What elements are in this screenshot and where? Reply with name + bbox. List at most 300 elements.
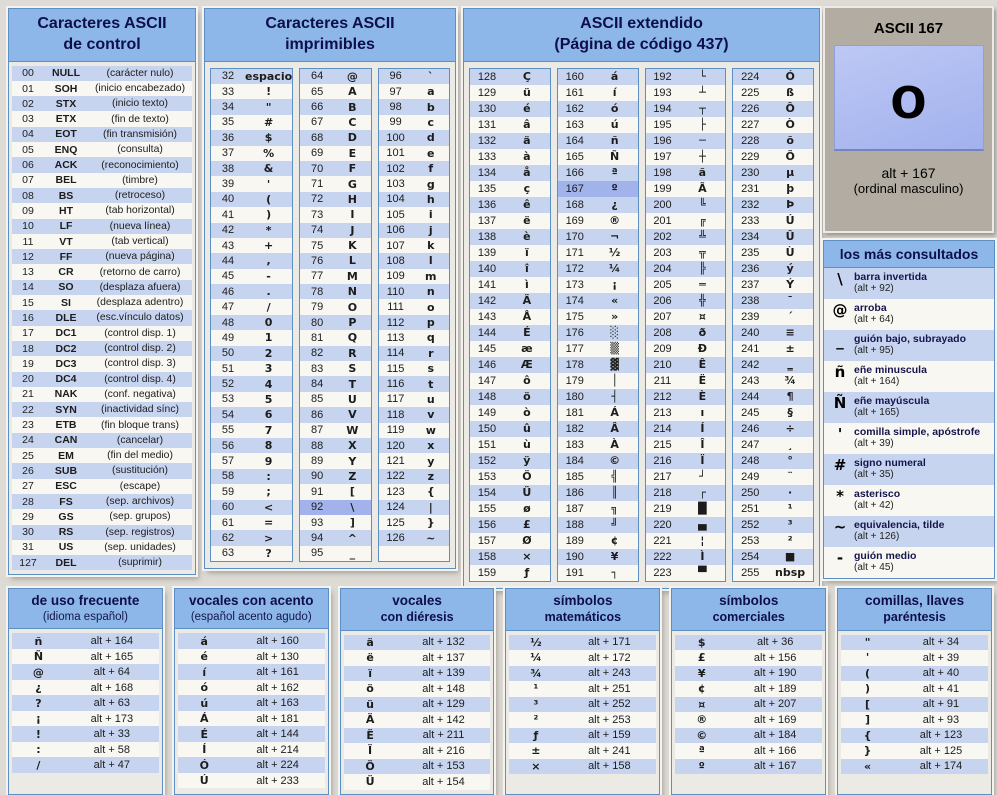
char-row[interactable]	[300, 284, 370, 299]
char-row[interactable]	[211, 299, 292, 314]
char-row[interactable]	[379, 207, 449, 222]
char-row[interactable]	[211, 515, 292, 530]
alt-code-row[interactable]	[509, 650, 656, 666]
char-row[interactable]	[470, 357, 550, 373]
alt-code-row[interactable]	[344, 697, 491, 713]
char-row[interactable]	[470, 181, 550, 197]
char-row[interactable]	[379, 161, 449, 176]
char-row[interactable]	[558, 341, 638, 357]
control-char-row[interactable]	[12, 479, 192, 494]
char-row[interactable]	[558, 293, 638, 309]
alt-code-row[interactable]	[12, 649, 159, 665]
alt-code-row[interactable]	[841, 743, 988, 759]
char-row[interactable]	[470, 549, 550, 565]
char-row[interactable]	[379, 284, 449, 299]
char-row[interactable]	[646, 117, 726, 133]
char-row[interactable]	[470, 229, 550, 245]
char-row[interactable]	[646, 101, 726, 117]
char-row[interactable]	[379, 69, 449, 84]
control-char-row[interactable]	[12, 433, 192, 448]
char-row[interactable]	[558, 181, 638, 197]
char-row[interactable]	[646, 261, 726, 277]
char-row[interactable]	[733, 421, 813, 437]
char-row[interactable]	[211, 146, 292, 161]
control-char-row[interactable]	[12, 280, 192, 295]
alt-code-row[interactable]	[12, 664, 159, 680]
alt-code-row[interactable]	[675, 712, 822, 728]
char-row[interactable]	[300, 223, 370, 238]
alt-code-row[interactable]	[841, 712, 988, 728]
char-row[interactable]	[379, 530, 449, 545]
char-row[interactable]	[470, 85, 550, 101]
char-row[interactable]	[379, 469, 449, 484]
most-consulted-item[interactable]	[824, 299, 994, 330]
char-row[interactable]	[646, 213, 726, 229]
char-row[interactable]	[733, 165, 813, 181]
char-row[interactable]	[379, 361, 449, 376]
alt-code-row[interactable]	[178, 649, 325, 665]
char-row[interactable]	[733, 405, 813, 421]
char-row[interactable]	[470, 133, 550, 149]
alt-code-row[interactable]	[841, 681, 988, 697]
char-row[interactable]	[300, 69, 370, 84]
alt-code-row[interactable]	[344, 743, 491, 759]
char-row[interactable]	[733, 373, 813, 389]
most-consulted-item[interactable]	[824, 454, 994, 485]
control-char-row[interactable]	[12, 310, 192, 325]
char-row[interactable]	[733, 341, 813, 357]
char-row[interactable]	[379, 192, 449, 207]
char-row[interactable]	[646, 533, 726, 549]
char-row[interactable]	[300, 330, 370, 345]
control-char-row[interactable]	[12, 203, 192, 218]
char-row[interactable]	[470, 213, 550, 229]
control-char-row[interactable]	[12, 509, 192, 524]
char-row[interactable]	[300, 299, 370, 314]
control-char-row[interactable]	[12, 66, 192, 81]
char-row[interactable]	[470, 437, 550, 453]
char-row[interactable]	[558, 565, 638, 581]
char-row[interactable]	[558, 501, 638, 517]
char-row[interactable]	[211, 207, 292, 222]
char-row[interactable]	[733, 325, 813, 341]
char-row[interactable]	[300, 484, 370, 499]
char-row[interactable]	[733, 213, 813, 229]
char-row[interactable]	[470, 565, 550, 581]
control-char-row[interactable]	[12, 188, 192, 203]
char-row[interactable]	[379, 453, 449, 468]
char-row[interactable]	[470, 341, 550, 357]
char-row[interactable]	[646, 437, 726, 453]
char-row[interactable]	[300, 161, 370, 176]
char-row[interactable]	[470, 117, 550, 133]
control-char-row[interactable]	[12, 249, 192, 264]
char-row[interactable]	[300, 238, 370, 253]
alt-code-row[interactable]	[12, 633, 159, 649]
char-row[interactable]	[379, 299, 449, 314]
char-row[interactable]	[470, 245, 550, 261]
char-row[interactable]	[379, 146, 449, 161]
char-row[interactable]	[470, 149, 550, 165]
char-row[interactable]	[211, 253, 292, 268]
char-row[interactable]	[470, 325, 550, 341]
control-char-row[interactable]	[12, 356, 192, 371]
char-row[interactable]	[558, 165, 638, 181]
char-row[interactable]	[733, 485, 813, 501]
char-row[interactable]	[379, 515, 449, 530]
char-row[interactable]	[211, 469, 292, 484]
char-row[interactable]	[379, 238, 449, 253]
char-row[interactable]	[300, 392, 370, 407]
char-row[interactable]	[646, 165, 726, 181]
char-row[interactable]	[211, 500, 292, 515]
char-row[interactable]	[470, 277, 550, 293]
control-char-row[interactable]	[12, 372, 192, 387]
char-row[interactable]	[733, 229, 813, 245]
char-row[interactable]	[300, 453, 370, 468]
char-row[interactable]	[470, 485, 550, 501]
char-row[interactable]	[211, 546, 292, 561]
most-consulted-item[interactable]	[824, 547, 994, 578]
alt-code-row[interactable]	[12, 711, 159, 727]
char-row[interactable]	[646, 485, 726, 501]
control-char-row[interactable]	[12, 540, 192, 555]
char-row[interactable]	[558, 485, 638, 501]
alt-code-row[interactable]	[675, 697, 822, 713]
control-char-row[interactable]	[12, 234, 192, 249]
char-row[interactable]	[646, 389, 726, 405]
alt-code-row[interactable]	[509, 712, 656, 728]
alt-code-row[interactable]	[509, 681, 656, 697]
char-row[interactable]	[300, 438, 370, 453]
char-row[interactable]	[300, 500, 370, 515]
control-char-row[interactable]	[12, 127, 192, 142]
control-char-row[interactable]	[12, 494, 192, 509]
alt-code-row[interactable]	[344, 759, 491, 775]
alt-code-row[interactable]	[344, 650, 491, 666]
char-row[interactable]	[211, 315, 292, 330]
control-char-row[interactable]	[12, 525, 192, 540]
char-row[interactable]	[379, 376, 449, 391]
most-consulted-item[interactable]	[824, 392, 994, 423]
char-row[interactable]	[211, 115, 292, 130]
most-consulted-item[interactable]	[824, 361, 994, 392]
char-row[interactable]	[646, 309, 726, 325]
alt-code-row[interactable]	[178, 633, 325, 649]
most-consulted-item[interactable]	[824, 485, 994, 516]
char-row[interactable]	[211, 438, 292, 453]
char-row[interactable]	[733, 69, 813, 85]
char-row[interactable]	[379, 407, 449, 422]
char-row[interactable]	[733, 389, 813, 405]
char-row[interactable]	[470, 517, 550, 533]
alt-code-row[interactable]	[344, 728, 491, 744]
char-row[interactable]	[646, 517, 726, 533]
alt-code-row[interactable]	[178, 695, 325, 711]
char-row[interactable]	[558, 117, 638, 133]
most-consulted-item[interactable]	[824, 330, 994, 361]
char-row[interactable]	[646, 341, 726, 357]
char-row[interactable]	[558, 69, 638, 85]
control-char-row[interactable]	[12, 326, 192, 341]
char-row[interactable]	[558, 469, 638, 485]
char-row[interactable]	[646, 549, 726, 565]
char-row[interactable]	[379, 176, 449, 191]
char-row[interactable]	[379, 315, 449, 330]
char-row[interactable]	[379, 99, 449, 114]
char-row[interactable]	[733, 517, 813, 533]
char-row[interactable]	[733, 101, 813, 117]
char-row[interactable]	[558, 149, 638, 165]
char-row[interactable]	[646, 149, 726, 165]
char-row[interactable]	[300, 407, 370, 422]
char-row[interactable]	[300, 546, 370, 561]
control-char-row[interactable]	[12, 417, 192, 432]
char-row[interactable]	[211, 192, 292, 207]
char-row[interactable]	[470, 469, 550, 485]
alt-code-row[interactable]	[841, 759, 988, 775]
char-row[interactable]	[733, 245, 813, 261]
char-row[interactable]	[558, 325, 638, 341]
char-row[interactable]	[558, 245, 638, 261]
char-row[interactable]	[300, 269, 370, 284]
char-row[interactable]	[211, 346, 292, 361]
char-row[interactable]	[300, 423, 370, 438]
char-row[interactable]	[211, 423, 292, 438]
control-char-row[interactable]	[12, 341, 192, 356]
alt-code-row[interactable]	[509, 728, 656, 744]
char-row[interactable]	[646, 245, 726, 261]
char-row[interactable]	[558, 277, 638, 293]
char-row[interactable]	[646, 453, 726, 469]
char-row[interactable]	[379, 330, 449, 345]
char-row[interactable]	[470, 309, 550, 325]
char-row[interactable]	[558, 533, 638, 549]
char-row[interactable]	[733, 565, 813, 581]
char-row[interactable]	[470, 373, 550, 389]
most-consulted-item[interactable]	[824, 423, 994, 454]
char-row[interactable]	[379, 223, 449, 238]
char-row[interactable]	[733, 197, 813, 213]
alt-code-row[interactable]	[12, 695, 159, 711]
char-row[interactable]	[558, 549, 638, 565]
char-row[interactable]	[379, 500, 449, 515]
control-char-row[interactable]	[12, 463, 192, 478]
control-char-row[interactable]	[12, 96, 192, 111]
char-row[interactable]	[211, 99, 292, 114]
char-row[interactable]	[558, 133, 638, 149]
alt-code-row[interactable]	[675, 681, 822, 697]
char-row[interactable]	[300, 376, 370, 391]
alt-code-row[interactable]	[675, 743, 822, 759]
alt-code-row[interactable]	[178, 757, 325, 773]
char-row[interactable]	[300, 115, 370, 130]
char-row[interactable]	[211, 484, 292, 499]
char-row[interactable]	[733, 453, 813, 469]
char-row[interactable]	[300, 530, 370, 545]
char-row[interactable]	[558, 453, 638, 469]
alt-code-row[interactable]	[178, 664, 325, 680]
char-row[interactable]	[733, 469, 813, 485]
char-row[interactable]	[733, 501, 813, 517]
char-row[interactable]	[211, 69, 292, 84]
control-char-row[interactable]	[12, 387, 192, 402]
char-row[interactable]	[733, 277, 813, 293]
char-row[interactable]	[379, 130, 449, 145]
char-row[interactable]	[646, 325, 726, 341]
char-row[interactable]	[558, 421, 638, 437]
char-row[interactable]	[558, 101, 638, 117]
control-char-row[interactable]	[12, 555, 192, 570]
alt-code-row[interactable]	[841, 635, 988, 651]
char-row[interactable]	[733, 533, 813, 549]
alt-code-row[interactable]	[12, 680, 159, 696]
char-row[interactable]	[646, 229, 726, 245]
alt-code-row[interactable]	[178, 680, 325, 696]
alt-code-row[interactable]	[344, 635, 491, 651]
alt-code-row[interactable]	[841, 650, 988, 666]
char-row[interactable]	[646, 69, 726, 85]
char-row[interactable]	[733, 133, 813, 149]
alt-code-row[interactable]	[12, 726, 159, 742]
char-row[interactable]	[379, 84, 449, 99]
alt-code-row[interactable]	[344, 681, 491, 697]
alt-code-row[interactable]	[509, 697, 656, 713]
char-row[interactable]	[379, 115, 449, 130]
char-row[interactable]	[646, 85, 726, 101]
char-row[interactable]	[211, 330, 292, 345]
char-row[interactable]	[558, 213, 638, 229]
alt-code-row[interactable]	[509, 743, 656, 759]
control-char-row[interactable]	[12, 448, 192, 463]
char-row[interactable]	[211, 361, 292, 376]
char-row[interactable]	[558, 261, 638, 277]
control-char-row[interactable]	[12, 173, 192, 188]
char-row[interactable]	[300, 130, 370, 145]
char-row[interactable]	[470, 501, 550, 517]
char-row[interactable]	[379, 269, 449, 284]
alt-code-row[interactable]	[841, 697, 988, 713]
char-row[interactable]	[470, 421, 550, 437]
char-row[interactable]	[733, 261, 813, 277]
char-row[interactable]	[646, 181, 726, 197]
char-row[interactable]	[558, 85, 638, 101]
char-row[interactable]	[558, 229, 638, 245]
char-row[interactable]	[211, 284, 292, 299]
char-row[interactable]	[379, 392, 449, 407]
alt-code-row[interactable]	[675, 635, 822, 651]
char-row[interactable]	[379, 423, 449, 438]
control-char-row[interactable]	[12, 157, 192, 172]
char-row[interactable]	[470, 453, 550, 469]
char-row[interactable]	[646, 197, 726, 213]
alt-code-row[interactable]	[675, 666, 822, 682]
char-row[interactable]	[558, 309, 638, 325]
alt-code-row[interactable]	[675, 728, 822, 744]
most-consulted-item[interactable]	[824, 516, 994, 547]
alt-code-row[interactable]	[509, 666, 656, 682]
control-char-row[interactable]	[12, 111, 192, 126]
char-row[interactable]	[646, 277, 726, 293]
alt-code-row[interactable]	[12, 742, 159, 758]
char-row[interactable]	[300, 515, 370, 530]
alt-code-row[interactable]	[344, 666, 491, 682]
char-row[interactable]	[558, 405, 638, 421]
control-char-row[interactable]	[12, 219, 192, 234]
char-row[interactable]	[646, 373, 726, 389]
char-row[interactable]	[211, 223, 292, 238]
char-row[interactable]	[211, 269, 292, 284]
control-char-row[interactable]	[12, 81, 192, 96]
char-row[interactable]	[211, 238, 292, 253]
char-row[interactable]	[733, 309, 813, 325]
char-row[interactable]	[211, 530, 292, 545]
char-row[interactable]	[646, 565, 726, 581]
alt-code-row[interactable]	[178, 742, 325, 758]
alt-code-row[interactable]	[841, 666, 988, 682]
char-row[interactable]	[733, 117, 813, 133]
alt-code-row[interactable]	[509, 759, 656, 775]
char-row[interactable]	[646, 357, 726, 373]
char-row[interactable]	[379, 438, 449, 453]
char-row[interactable]	[470, 261, 550, 277]
char-row[interactable]	[379, 484, 449, 499]
char-row[interactable]	[558, 437, 638, 453]
char-row[interactable]	[558, 389, 638, 405]
char-row[interactable]	[300, 84, 370, 99]
char-row[interactable]	[211, 161, 292, 176]
control-char-row[interactable]	[12, 264, 192, 279]
char-row[interactable]	[470, 165, 550, 181]
char-row[interactable]	[646, 469, 726, 485]
char-row[interactable]	[300, 207, 370, 222]
char-row[interactable]	[300, 146, 370, 161]
char-row[interactable]	[646, 501, 726, 517]
char-row[interactable]	[300, 253, 370, 268]
char-row[interactable]	[379, 346, 449, 361]
char-row[interactable]	[211, 453, 292, 468]
char-row[interactable]	[733, 85, 813, 101]
char-row[interactable]	[211, 84, 292, 99]
char-row[interactable]	[470, 293, 550, 309]
alt-code-row[interactable]	[675, 650, 822, 666]
char-row[interactable]	[300, 346, 370, 361]
alt-code-row[interactable]	[509, 635, 656, 651]
alt-code-row[interactable]	[841, 728, 988, 744]
alt-code-row[interactable]	[178, 773, 325, 789]
char-row[interactable]	[558, 197, 638, 213]
control-char-row[interactable]	[12, 142, 192, 157]
char-row[interactable]	[211, 392, 292, 407]
char-row[interactable]	[300, 192, 370, 207]
char-row[interactable]	[646, 421, 726, 437]
char-row[interactable]	[470, 69, 550, 85]
char-row[interactable]	[646, 405, 726, 421]
char-row[interactable]	[558, 517, 638, 533]
char-row[interactable]	[300, 469, 370, 484]
alt-code-row[interactable]	[675, 759, 822, 775]
most-consulted-item[interactable]	[824, 268, 994, 299]
control-char-row[interactable]	[12, 295, 192, 310]
alt-code-row[interactable]	[12, 757, 159, 773]
alt-code-row[interactable]	[178, 711, 325, 727]
char-row[interactable]	[733, 293, 813, 309]
char-row[interactable]	[211, 407, 292, 422]
char-row[interactable]	[300, 99, 370, 114]
alt-code-row[interactable]	[344, 712, 491, 728]
char-row[interactable]	[558, 357, 638, 373]
char-row[interactable]	[300, 176, 370, 191]
